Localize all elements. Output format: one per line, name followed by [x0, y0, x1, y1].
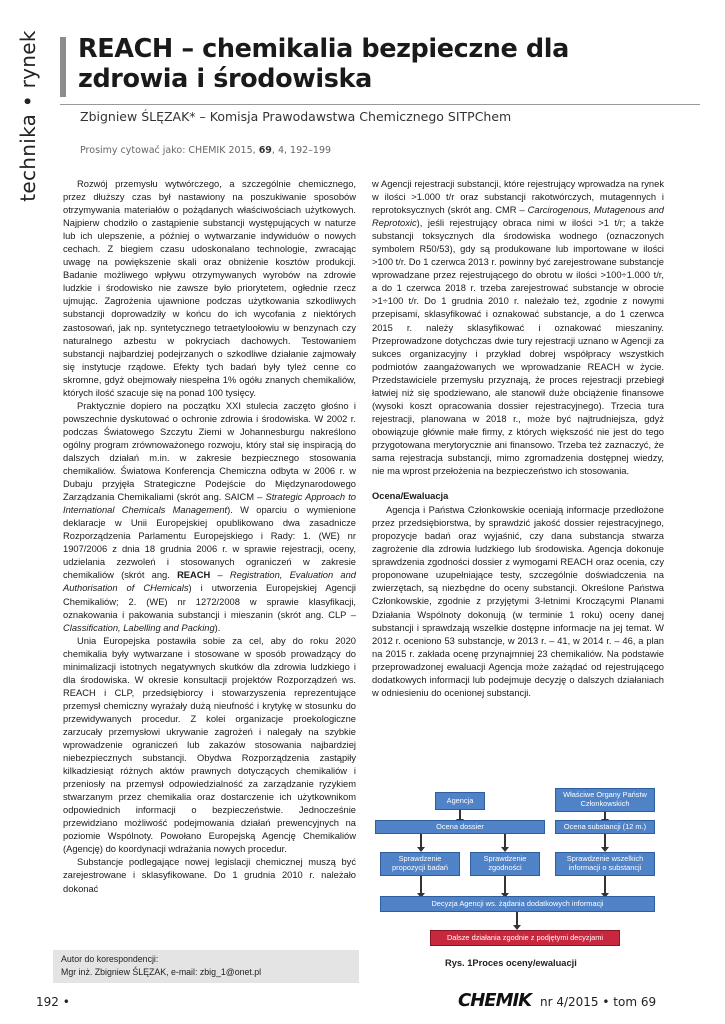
- cite-suffix: , 4, 192–199: [271, 145, 332, 156]
- title-accent-bar: [60, 37, 66, 97]
- box-sprawdzenie-informacji: Sprawdzenie wszelkich informacji o substancji: [555, 852, 655, 876]
- citation-line: [80, 145, 331, 156]
- box-wlasciwe-organy: Właściwe Organy Państw Członkowskich: [555, 788, 655, 812]
- article-title: REACH – chemikalia bezpieczne dla zdrowia i środowiska: [78, 34, 569, 94]
- arrow: [604, 834, 606, 848]
- left-column: [63, 178, 356, 896]
- paragraph: Rozwój przemysłu wytwórczego, a szczególnie chemicznego, przez dłuższy czas był nastawiony na poszukiwanie sposobów otrzymywania materiałów o pożądanych właściwościach użytkowych. Najpierw chodziło o zastąpienie substancji występujących w naturze lub ich ulepszenie, a później o wytwarzanie indywiduów o nowych cechach. Z biegiem czasu udoskonalano technologie, zwracając uwagę na powiększenie skali oraz obniżenie kosztów produkcji. Badanie możliwego wpływu otrzymywanych wyrobów na zdrowie ludzkie i środowisko nie zawsze było priorytetem, ogłednie rzecz ujmując. Zagrożenia ujawnione podczas użytkowania szkodliwych substancji doprowadziły w końcu do ich wycofania z niektórych zastosowań, jak np. syntetycznego tetraetyloołowiu w benzynach czy naturalnego azbestu w pokryciach dachowych. Testowaniem substancji najbardziej podejrzanych o szkodliwe działanie zajmowały się instytucje rządowe. Efekty tych badań były tyleż cenne co skromne, gdyż obejmowały niespełna 1% ogółu znanych chemikaliów, których ilość szacuje się na ponad 100 tysięcy.: [63, 179, 356, 398]
- paragraph: Unia Europejska postawiła sobie za cel, aby do roku 2020 chemikalia były wytwarzane i stosowane w sposób prowadzący do minimalizacji istotnych negatywnych skutków dla zdrowia ludzkiego i dla środowiska. W okresie konsultacji projektów Rozporządzeń ws. REACH i CLP, przedsiębiorcy i stowarzyszenia reprezentujące przemysł chemiczny wyrażały dużą nieufność i krytykę w stosunku do przewidywanych procedur. Z kolei organizacje proekologiczne zarzucały przemysłowi ukrywanie zagrożeń i nalegały na szybkie wprowadzenie ograniczeń lub zakazów stosowania najbardziej niebezpiecznych substancji. Obydwa Rozporządzenia zastąpiły kilkadziesiąt różnych aktów prawnych dotyczących chemikaliów i przeniosły na przemysł odpowiedzialność za zarządzanie ryzykiem stwarzanym przez chemikalia oraz dostarczenie ich użytkownikom odpowiednich informacji o bezpieczeństwie. Jednocześnie przewidziano możliwość podejmowania działań prewencyjnych na poziomie Wspólnoty. Powołano Europejską Agencję Chemikaliów (Agencję) do koordynacji wdrażania nowych procedur.: [63, 635, 356, 855]
- paragraph: w Agencji rejestracji substancji, które rejestrujący wprowadza na rynek w ilości >1.000 t/r oraz substancji rakotwórczych, mutagennych i reprotoksycznych (skrót ang. CMR – Carcirogenous, Mutagenous and Reprotoxic), jeśli rejestrujący obraca nimi w ilości >1 t/r; a także substancji toksycznych dla środowiska wodnego (oznaczonych symbolem R50/53), gdy są produkowane lub importowane w ilości >100 t/r. Do 1 czerwca 2013 r. powinny być zarejestrowane substancje wprowadzane przez rejestrującego do obrotu w ilości >100÷1.000 t/r, a do 1 czerwca 2018 r. trzeba zarejestrować substancje w obrocie >1÷100 t/r. Do 1 grudnia 2010 r. należało też, zgodnie z nowymi przepisami, sklasyfikować i oznakować substancje, a do 1 czerwca 2015 r. należy sklasyfikować i oznakować mieszaniny. Przeprowadzone dotychczas dwie tury rejestracji uznano w Agencji za sukces organizacyjny i przykład dobrej współpracy wszystkich podmiotów zaangażowanych we wprowadzanie REACH w życie. Przedstawiciele przemysłu przyznają, że proces rejestracji przebiegł łatwiej niż się spodziewano, ale stanowił duże obciążenie finansowe (wysoki koszt opracowania dossier rejestracyjnego). Trzecia tura rejestracji, planowana w 2018 r., może być najtrudniejsza, gdyż obowiązuje głównie małe firmy, z których większość nie jest do tego przygotowana merytorycznie ani finansowo. Trzeba też zaznaczyć, że sama rejestracja substancji, mimo zgromadzenia dostępnej wiedzy, nie ma wprost przełożenia na bezpieczeństwo ich stosowania.: [372, 179, 665, 477]
- cite-volume: 69: [258, 145, 272, 156]
- arrow: [604, 876, 606, 894]
- page-number: 192 •: [36, 995, 70, 1009]
- paragraph: Substancje podlegające nowej legislacji chemicznej muszą być zarejestrowane i sklasyfikowane. Do 1 grudnia 2010 r. należało dokonać: [63, 857, 356, 894]
- article-authors: Zbigniew ŚLĘZAK* – Komisja Prawodawstwa Chemicznego SITPChem: [80, 109, 512, 124]
- correspondence-label: Autor do korespondencji:: [61, 954, 159, 964]
- arrow: [420, 834, 422, 848]
- box-ocena-dossier: Ocena dossier: [375, 820, 545, 834]
- paragraph: Agencja i Państwa Członkowskie oceniają informacje przedłożone przez przedsiębiorstwa, by sprawdzić jakość dossier rejestracyjnego, propozycje badań oraz wyjaśnić, czy dana substancja stwarza zagrożenie dla zdrowia ludzkiego lub środowiska. Agencja dokonuje sprawdzenia zgodności dossier z wymogami REACH oraz ocenia, czy proponowane uzupełniające testy, szczególnie doświadczenia na zwierzętach, są niezbędne do oceny substancji. Określone Państwa Członkowskie, zgodnie z przyjętymi 3-letnimi Kroczącymi Planami Działania Wspólnoty dokonują (w terminie 1 roku) oceny danej substancji i sprawdzają wszelkie dostępne informacje na jej temat. W 2012 r. oceniono 53 substancje, w 2013 r. – 41, w 2014 r. – 46, a plan na 2015 r. zakłada ocenę przynajmniej 23 chemikaliów. Na podstawie przeprowadzonej ewaluacji Agencja może zażądać od rejestrującego dodatkowych informacji lub podejmuje decyzję o dalszych działaniach w odniesieniu do ocenionej substancji.: [372, 505, 664, 698]
- section-heading: Ocena/Ewaluacja: [372, 491, 449, 502]
- cite-prefix: Prosimy cytować jako: CHEMIK 2015,: [80, 145, 259, 156]
- box-agencja: Agencja: [435, 792, 485, 810]
- paragraph: Praktycznie dopiero na początku XXI stulecia zaczęto głośno i powszechnie dyskutować o ochronie zdrowia i środowiska. W 2002 r. podczas Światowego Szczytu Ziemi w Johannesburgu nakreślono ogólny program zrównoważonego rozwoju, który stał się inspiracją do dalszych działań m.in. w zakresie bezpiecznego stosowania chemikaliów. Światowa Konferencja Chemiczna odbyta w 2006 r. w Dubaju przyjęła Strategiczne Podejście do Międzynarodowego Zarządzania Chemikaliami (skrót ang. SAICM – Strategic Approach to International Chemicals Management). W oparciu o wymienione deklaracje w Unii Europejskiej opublikowano dwa zasadnicze Rozporządzenia Parlamentu Europejskiego i Rady: 1. (WE) nr 1907/2006 z dnia 18 grudnia 2006 r. w sprawie rejestracji, oceny, udzielania zezwoleń i stosowanych ograniczeń w zakresie chemikaliów (skrót ang. REACH – Registration, Evaluation and Authorisation of CHemicals) i utworzenia Europejskiej Agencji Chemikaliów; 2. (WE) nr 1272/2008 w sprawie klasyfikacji, oznakowania i pakowania substancji i mieszanin (skrót ang. CLP – Classification, Labelling and Packing).: [63, 400, 356, 633]
- right-column: [372, 178, 664, 700]
- arrow: [504, 834, 506, 848]
- section-label: technika • rynek: [16, 30, 40, 202]
- evaluation-process-diagram: [370, 780, 670, 952]
- arrow: [420, 876, 422, 894]
- box-sprawdzenie-zgodnosci: Sprawdzenie zgodności: [470, 852, 540, 876]
- box-decyzja-agencji: Decyzja Agencji ws. żądania dodatkowych informacji: [380, 896, 655, 912]
- box-ocena-substancji: Ocena substancji (12 m.): [555, 820, 655, 834]
- arrow: [504, 876, 506, 894]
- arrow: [459, 810, 461, 820]
- issue-info: nr 4/2015 • tom 69: [540, 995, 657, 1009]
- journal-logo: CHEMIK: [458, 990, 532, 1011]
- section-sidebar: [8, 30, 48, 202]
- arrow: [516, 912, 518, 926]
- title-divider: [60, 104, 700, 105]
- box-sprawdzenie-badan: Sprawdzenie propozycji badań: [380, 852, 460, 876]
- figure-caption: Rys. 1Proces oceny/ewaluacji: [445, 958, 577, 968]
- arrow: [604, 812, 606, 820]
- correspondence-box: [53, 950, 359, 983]
- correspondence-contact: Mgr inż. Zbigniew ŚLĘZAK, e-mail: zbig_1@onet.pl: [61, 966, 262, 977]
- box-dalsze-dzialania: Dalsze działania zgodnie z podjętymi decyzjami: [430, 930, 620, 946]
